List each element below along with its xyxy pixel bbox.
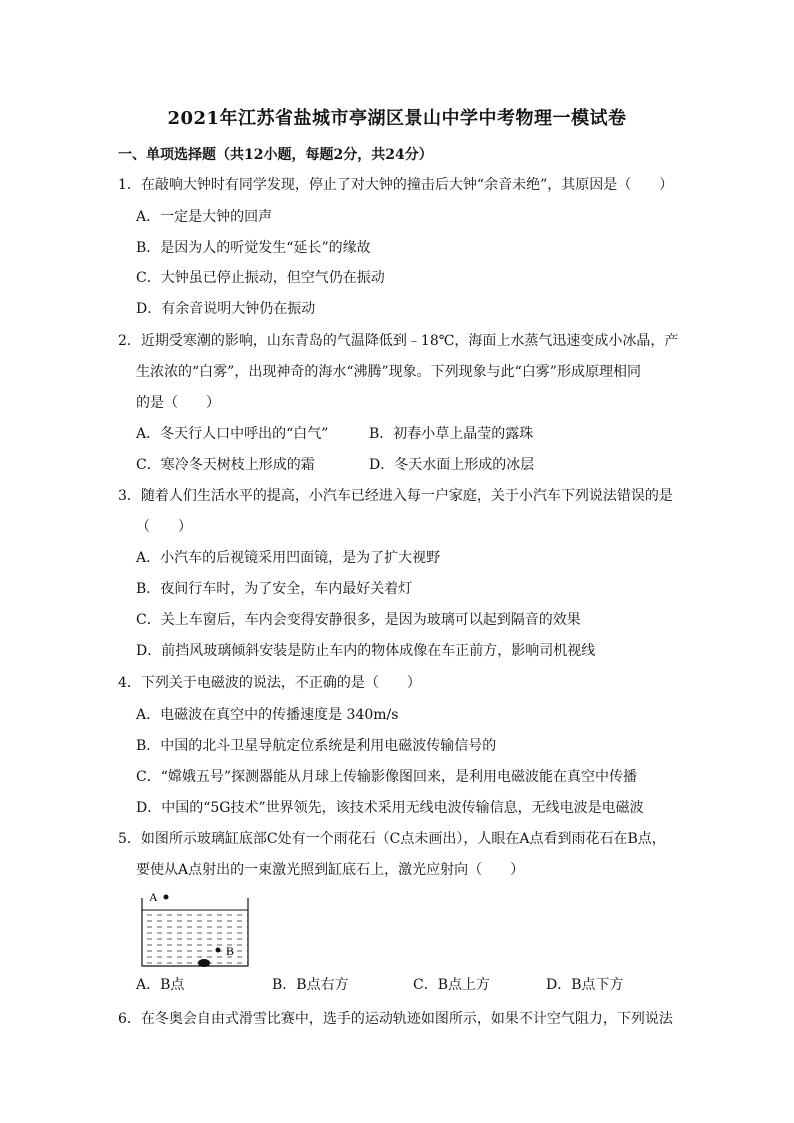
question-5-stem-line-1: 5．如图所示玻璃缸底部C处有一个雨花石（C点未画出），人眼在A点看到雨花石在B点， <box>118 831 666 847</box>
section-heading: 一、单项选择题（共12小题，每题2分，共24分） <box>118 147 433 163</box>
q2-option-c: C．寒冷冬天树枝上形成的霜 <box>136 457 315 473</box>
tank-diagram <box>136 888 266 972</box>
q1-option-a: A．一定是大钟的回声 <box>136 209 273 225</box>
page-title: 2021年江苏省盐城市亭湖区景山中学中考物理一模试卷 <box>167 108 627 129</box>
question-4-stem: 4．下列关于电磁波的说法，不正确的是（ ） <box>118 675 421 691</box>
q2-option-a: A．冬天行人口中呼出的“白气” <box>136 426 329 442</box>
point-b-dot <box>216 948 221 953</box>
question-5-stem-line-2: 要使从A点射出的一束激光照到缸底石上，激光应射向（ ） <box>136 862 525 878</box>
q4-option-a: A．电磁波在真空中的传播速度是 340m/s <box>136 707 399 723</box>
q4-option-c: C．“嫦娥五号”探测器能从月球上传输影像图回来，是利用电磁波能在真空中传播 <box>136 769 638 785</box>
pebble-shape <box>198 959 210 967</box>
question-2-stem-line-2: 生浓浓的“白雾”，出现神奇的海水“沸腾”现象。下列现象与此“白雾”形成原理相同 <box>136 364 641 380</box>
question-2-stem-line-1: 2．近期受寒潮的影响，山东青岛的气温降低到﹣18℃，海面上水蒸气迅速变成小冰晶，产 <box>118 333 679 349</box>
q3-option-c: C．关上车窗后，车内会变得安静很多，是因为玻璃可以起到隔音的效果 <box>136 612 581 628</box>
q3-option-a: A．小汽车的后视镜采用凹面镜，是为了扩大视野 <box>136 550 441 566</box>
q3-option-d: D．前挡风玻璃倾斜安装是防止车内的物体成像在车正前方，影响司机视线 <box>136 643 596 659</box>
question-3-stem-line-2: （ ） <box>136 519 192 535</box>
q2-option-b: B．初春小草上晶莹的露珠 <box>369 426 534 442</box>
q1-option-c: C．大钟虽已停止振动，但空气仍在振动 <box>136 270 385 286</box>
q5-option-a: A．B点 <box>136 977 185 993</box>
question-6-stem-line-1: 6．在冬奥会自由式滑雪比赛中，选手的运动轨迹如图所示，如果不计空气阻力，下列说法 <box>118 1011 673 1027</box>
q3-option-b: B．夜间行车时，为了安全，车内最好关着灯 <box>136 581 413 597</box>
q2-option-d: D．冬天水面上形成的冰层 <box>369 457 535 473</box>
point-b-label: B <box>226 944 235 958</box>
q1-option-b: B．是因为人的听觉发生“延长”的缘故 <box>136 240 371 256</box>
q5-option-b: B．B点右方 <box>272 977 349 993</box>
q4-option-b: B．中国的北斗卫星导航定位系统是利用电磁波传输信号的 <box>136 738 497 754</box>
question-2-stem-line-3: 的是（ ） <box>136 395 220 411</box>
q5-option-d: D．B点下方 <box>546 977 624 993</box>
point-a-label: A <box>149 890 158 904</box>
question-1-stem: 1．在敲响大钟时有同学发现，停止了对大钟的撞击后大钟“余音未绝”，其原因是（ ） <box>118 177 674 193</box>
glass-tank-figure <box>136 888 266 976</box>
q4-option-d: D．中国的“5G技术”世界领先，该技术采用无线电波传输信息，无线电波是电磁波 <box>136 800 644 816</box>
question-3-stem-line-1: 3．随着人们生活水平的提高，小汽车已经进入每一户家庭，关于小汽车下列说法错误的是 <box>118 488 673 504</box>
point-a-dot <box>164 895 169 900</box>
q1-option-d: D．有余音说明大钟仍在振动 <box>136 301 316 317</box>
q5-option-c: C．B点上方 <box>413 977 490 993</box>
